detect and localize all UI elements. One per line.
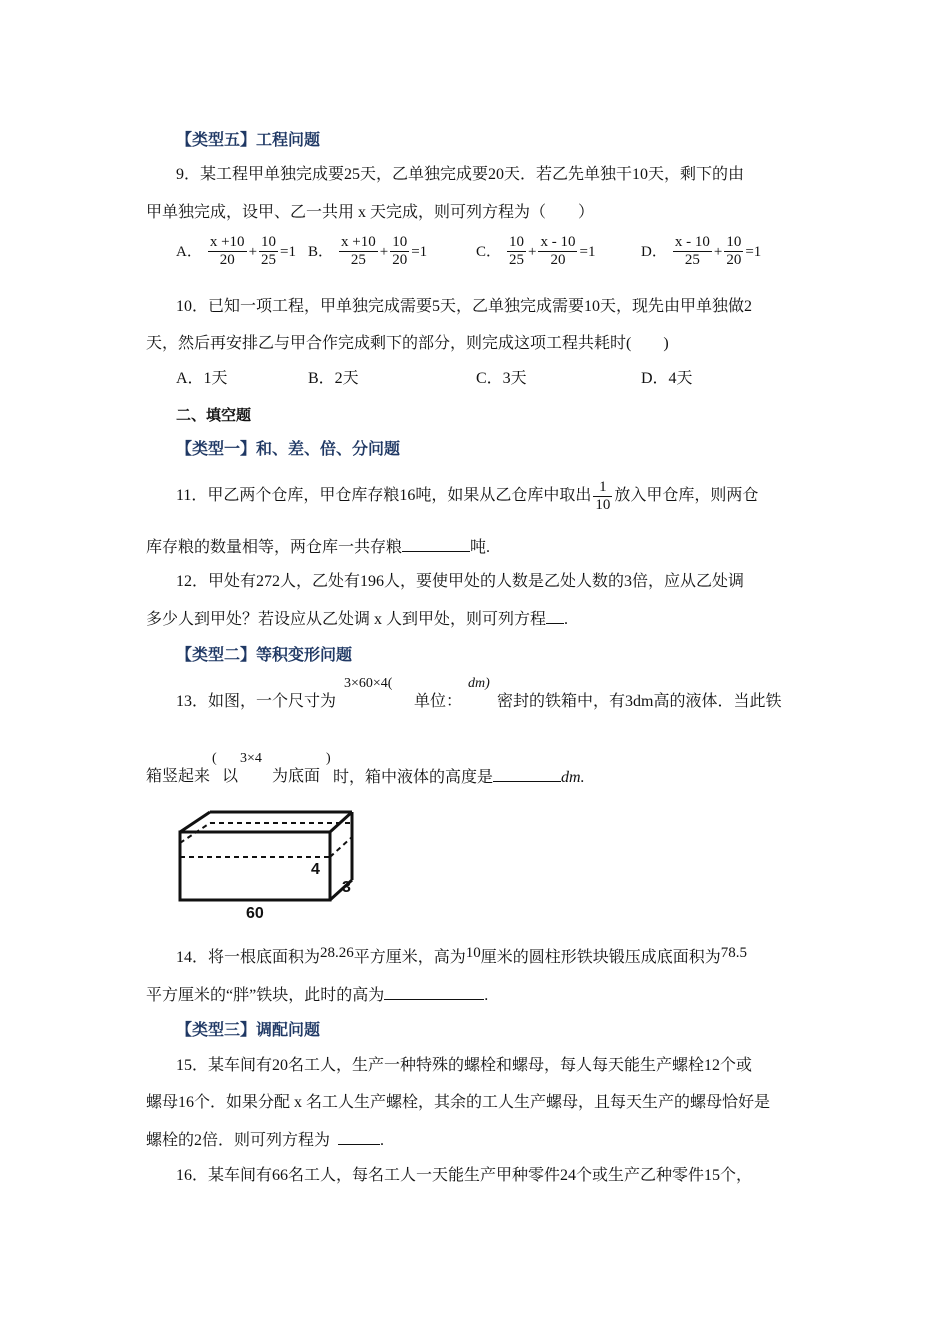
q11-line2: 库存粮的数量相等，两仓库一共存粮 吨.: [146, 539, 491, 556]
fraction: $\frac{x - 10}{20}$: [540, 234, 576, 268]
fraction: $\frac{x +10}{25}$: [341, 234, 376, 268]
q13-base-dims: 3×4: [240, 751, 262, 766]
fraction: $\frac{x - 10}{25}$: [674, 234, 710, 268]
figure-label-3: 3: [342, 879, 351, 896]
heading-type5: 【类型五】工程问题: [176, 130, 321, 149]
q13-paren-close: ): [326, 751, 331, 766]
q13-line2-b: 以: [222, 768, 239, 785]
q10-option-d[interactable]: D．4天: [641, 370, 693, 387]
fraction: $\frac{10}{25}$: [261, 234, 277, 268]
answer-blank[interactable]: [384, 985, 484, 1000]
answer-blank[interactable]: [338, 1130, 380, 1145]
section-fill-blank: 二、填空题: [176, 406, 252, 424]
q10-option-a[interactable]: A．1天: [176, 370, 228, 387]
q13-line1-pre: 13．如图，一个尺寸为: [176, 693, 337, 710]
answer-blank[interactable]: [546, 609, 564, 624]
q9-line1: 9．某工程甲单独完成要25天，乙单独完成要20天．若乙先单独干10天，剩下的由: [176, 166, 745, 183]
q13-line2-a: 箱竖起来: [146, 768, 211, 785]
q13-unit-dm: dm): [468, 676, 490, 691]
figure-label-60: 60: [246, 905, 264, 922]
answer-blank[interactable]: [402, 537, 470, 552]
option-label: C．: [476, 243, 502, 260]
q13-paren-open: (: [212, 751, 217, 766]
q11-line1: 11．甲乙两个仓库，甲仓库存粮16吨，如果从乙仓库中取出 $\frac{1}{10}$ 放入甲仓库，则两仓: [176, 478, 759, 513]
fraction: $\frac{x +10}{20}$: [209, 234, 245, 268]
q9-option-c[interactable]: C． $\frac{10}{25}$ + $\frac{x - 10}{20}$ =1: [476, 234, 596, 268]
option-label: B．: [308, 243, 334, 260]
heading-type2: 【类型二】等积变形问题: [176, 645, 353, 664]
option-label: D．: [641, 243, 667, 260]
q15-line2: 螺母16个．如果分配 x 名工人生产螺栓，其余的工人生产螺母，且每天生产的螺母恰好是: [146, 1094, 771, 1111]
iron-box-figure: [170, 806, 370, 924]
answer-blank[interactable]: [493, 767, 561, 782]
fraction: $\frac{10}{20}$: [392, 234, 408, 268]
q13-unit-label: 单位：: [414, 693, 463, 710]
q13-line1-post: 密封的铁箱中，有3dm高的液体．当此铁: [497, 693, 782, 710]
q9-line2: 甲单独完成，设甲、乙一共用 x 天完成，则可列方程为（ ）: [146, 204, 595, 221]
heading-type1: 【类型一】和、差、倍、分问题: [176, 439, 401, 458]
q10-option-c[interactable]: C．3天: [476, 370, 527, 387]
q10-line1: 10．已知一项工程，甲单独完成需要5天，乙单独完成需要10天，现先由甲单独做2: [176, 298, 753, 315]
q10-line2: 天，然后再安排乙与甲合作完成剩下的部分，则完成这项工程共耗时( ): [146, 335, 669, 352]
q14-line1: 14．将一根底面积为28.26平方厘米，高为10厘米的圆柱形铁块锻压成底面积为78.5: [176, 945, 748, 966]
q13-line2-c: 为底面: [272, 768, 321, 785]
option-label: A．: [176, 243, 202, 260]
fraction: $\frac{10}{20}$: [726, 234, 742, 268]
q16-line1: 16．某车间有66名工人，每名工人一天能生产甲种零件24个或生产乙种零件15个，: [176, 1167, 753, 1184]
q13-dims: 3×60×4(: [344, 676, 393, 691]
q10-option-b[interactable]: B．2天: [308, 370, 359, 387]
heading-type3: 【类型三】调配问题: [176, 1020, 321, 1039]
q9-option-b[interactable]: B． $\frac{x +10}{25}$ + $\frac{10}{20}$ =1: [308, 234, 428, 268]
q9-option-a[interactable]: A． $\frac{x +10}{20}$ + $\frac{10}{25}$ =1: [176, 234, 296, 268]
q14-line2: 平方厘米的“胖”铁块，此时的高为 .: [146, 987, 489, 1004]
fraction: $\frac{1}{10}$: [595, 478, 611, 513]
q13-line2-d: 时，箱中液体的高度是 dm.: [333, 769, 585, 786]
q15-line1: 15．某车间有20名工人，生产一种特殊的螺栓和螺母，每人每天能生产螺栓12个或: [176, 1057, 753, 1074]
fraction: $\frac{10}{25}$: [509, 234, 525, 268]
q12-line1: 12．甲处有272人，乙处有196人，要使甲处的人数是乙处人数的3倍，应从乙处调: [176, 573, 745, 590]
q9-option-d[interactable]: D． $\frac{x - 10}{25}$ + $\frac{10}{20}$ =1: [641, 234, 762, 268]
q15-line3: 螺栓的2倍．则可列方程为 .: [146, 1132, 385, 1149]
figure-label-4: 4: [311, 861, 320, 878]
q12-line2: 多少人到甲处？若设应从乙处调 x 人到甲处，则可列方程 .: [146, 611, 569, 628]
